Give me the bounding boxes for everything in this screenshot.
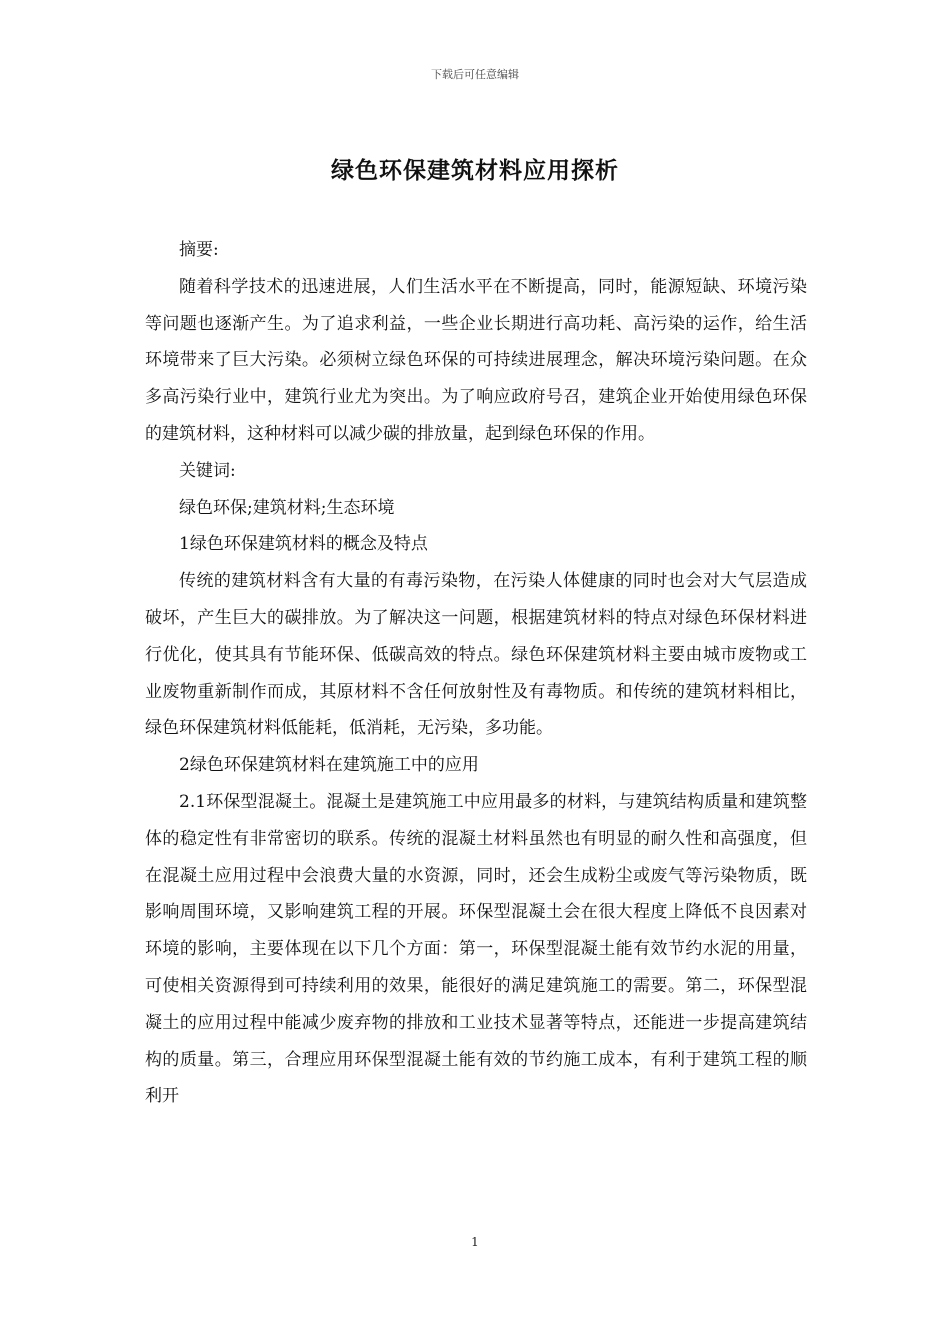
keywords-label: 关键词:: [179, 460, 236, 481]
section-2-1-paragraph: 2.1环保型混凝土。混凝土是建筑施工中应用最多的材料，与建筑结构质量和建筑整体的稳定性有非常密切的联系。传统的混凝土材料虽然也有明显的耐久性和高强度，但在混凝土应用过程中会浪费大量的水资源，同时，还会生成粉尘或废气等污染物质，既影响周围环境，又影响建筑工程的开展。环保型混凝土会在很大程度上降低不良因素对环境的影响，主要体现在以下几个方面：第一，环保型混凝土能有效节约水泥的用量，可使相关资源得到可持续利用的效果，能很好的满足建筑施工的需要。第二，环保型混凝土的应用过程中能减少废弃物的排放和工业技术显著等特点，还能进一步提高建筑结构的质量。第三，合理应用环保型混凝土能有效的节约施工成本，有利于建筑工程的顺利开: [145, 791, 807, 1107]
abstract-text: 随着科学技术的迅速进展，人们生活水平在不断提高，同时，能源短缺、环境污染等问题也逐渐产生。为了追求利益，一些企业长期进行高功耗、高污染的运作，给生活环境带来了巨大污染。必须树立绿色环保的可持续进展理念，解决环境污染问题。在众多高污染行业中，建筑行业尤为突出。为了响应政府号召，建筑企业开始使用绿色环保的建筑材料，这种材料可以减少碳的排放量，起到绿色环保的作用。: [145, 276, 807, 444]
section-heading-2: 2绿色环保建筑材料在建筑施工中的应用: [179, 755, 479, 776]
document-title: 绿色环保建筑材料应用探析: [331, 157, 619, 184]
document-body: [145, 232, 807, 1115]
section-1-paragraph: 传统的建筑材料含有大量的有毒污染物，在污染人体健康的同时也会对大气层造成破坏，产生巨大的碳排放。为了解决这一问题，根据建筑材料的特点对绿色环保材料进行优化，使其具有节能环保、低碳高效的特点。绿色环保建筑材料主要由城市废物或工业废物重新制作而成，其原材料不含任何放射性及有毒物质。和传统的建筑材料相比，绿色环保建筑材料低能耗，低消耗，无污染，多功能。: [145, 571, 807, 739]
page-number: 1: [471, 1235, 479, 1249]
section-heading-1: 1绿色环保建筑材料的概念及特点: [179, 534, 428, 555]
keywords-text: 绿色环保;建筑材料;生态环境: [179, 497, 395, 518]
page-header: 下载后可任意编辑: [431, 68, 519, 81]
abstract-label: 摘要:: [179, 240, 219, 260]
